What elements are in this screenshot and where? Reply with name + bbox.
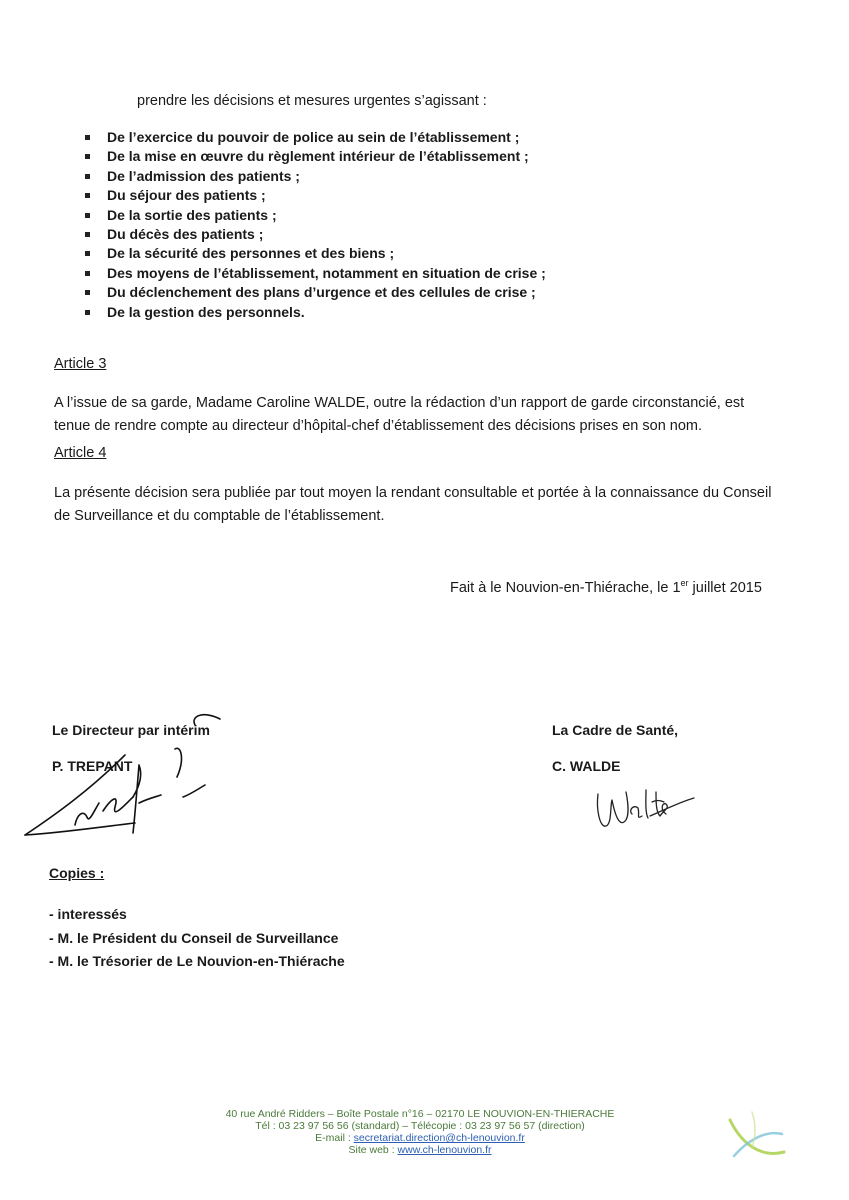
health-manager-signature	[590, 780, 700, 840]
list-item: - M. le Président du Conseil de Surveillance	[49, 929, 339, 946]
director-name: P. TREPANT	[52, 758, 133, 774]
footer-address: 40 rue André Ridders – Boîte Postale n°16 – 02170 LE NOUVION-EN-THIERACHE	[225, 1108, 615, 1120]
bullet-square-icon	[85, 213, 90, 218]
list-item: Des moyens de l’établissement, notamment en situation de crise ;	[84, 264, 546, 283]
responsibilities-list	[84, 128, 546, 322]
bullet-square-icon	[85, 135, 90, 140]
bullet-square-icon	[85, 271, 90, 276]
copies-list	[49, 903, 345, 974]
email-link[interactable]: secretariat.direction@ch-lenouvion.fr	[353, 1132, 525, 1144]
list-item: Du décès des patients ;	[84, 225, 546, 244]
bullet-square-icon	[85, 290, 90, 295]
bullet-square-icon	[85, 251, 90, 256]
bullet-square-icon	[85, 193, 90, 198]
intro-text: prendre les décisions et mesures urgentes s’agissant :	[137, 93, 487, 109]
health-manager-name: C. WALDE	[552, 758, 621, 774]
list-item: De l’exercice du pouvoir de police au sein de l’établissement ;	[84, 128, 546, 147]
footer-web-line: Site web : www.ch-lenouvion.fr	[348, 1144, 492, 1156]
bullet-square-icon	[85, 154, 90, 159]
footer-email-line: E-mail : secretariat.direction@ch-lenouvion.fr	[315, 1132, 525, 1144]
director-signature	[15, 705, 225, 845]
bullet-square-icon	[85, 232, 90, 237]
list-item: De la sortie des patients ;	[84, 206, 546, 225]
footer	[190, 1108, 650, 1156]
article-3-text: A l’issue de sa garde, Madame Caroline WALDE, outre la rédaction d’un rapport de garde circonstancié, est tenue de rendre compte au directeur d’hôpital-chef d’établissement des décisions prises en son nom.	[54, 395, 745, 434]
article-4-text: La présente décision sera publiée par tout moyen la rendant consultable et portée à la connaissance du Conseil de Surveillance et du comptable de l’établissement.	[54, 485, 772, 524]
hospital-logo-icon	[722, 1100, 792, 1170]
health-manager-title: La Cadre de Santé,	[552, 722, 679, 738]
list-item: De l’admission des patients ;	[84, 167, 546, 186]
list-item: De la mise en œuvre du règlement intérieur de l’établissement ;	[84, 147, 546, 166]
list-item: - interessés	[49, 906, 127, 922]
list-item: - M. le Trésorier de Le Nouvion-en-Thiérache	[49, 953, 345, 969]
director-title: Le Directeur par intérim	[52, 722, 210, 738]
list-item: Du déclenchement des plans d’urgence et des cellules de crise ;	[84, 283, 546, 302]
list-item: De la gestion des personnels.	[84, 303, 546, 322]
article-3-heading: Article 3	[54, 356, 107, 372]
website-link[interactable]: www.ch-lenouvion.fr	[397, 1144, 492, 1156]
footer-phone: Tél : 03 23 97 56 56 (standard) – Télécopie : 03 23 97 56 57 (direction)	[255, 1120, 585, 1132]
bullet-square-icon	[85, 174, 90, 179]
article-4-heading: Article 4	[54, 445, 107, 461]
list-item: De la sécurité des personnes et des biens ;	[84, 244, 546, 263]
bullet-square-icon	[85, 310, 90, 315]
place-date: Fait à le Nouvion-en-Thiérache, le 1er juillet 2015	[450, 578, 762, 596]
list-item: Du séjour des patients ;	[84, 186, 546, 205]
copies-heading: Copies :	[49, 865, 105, 881]
